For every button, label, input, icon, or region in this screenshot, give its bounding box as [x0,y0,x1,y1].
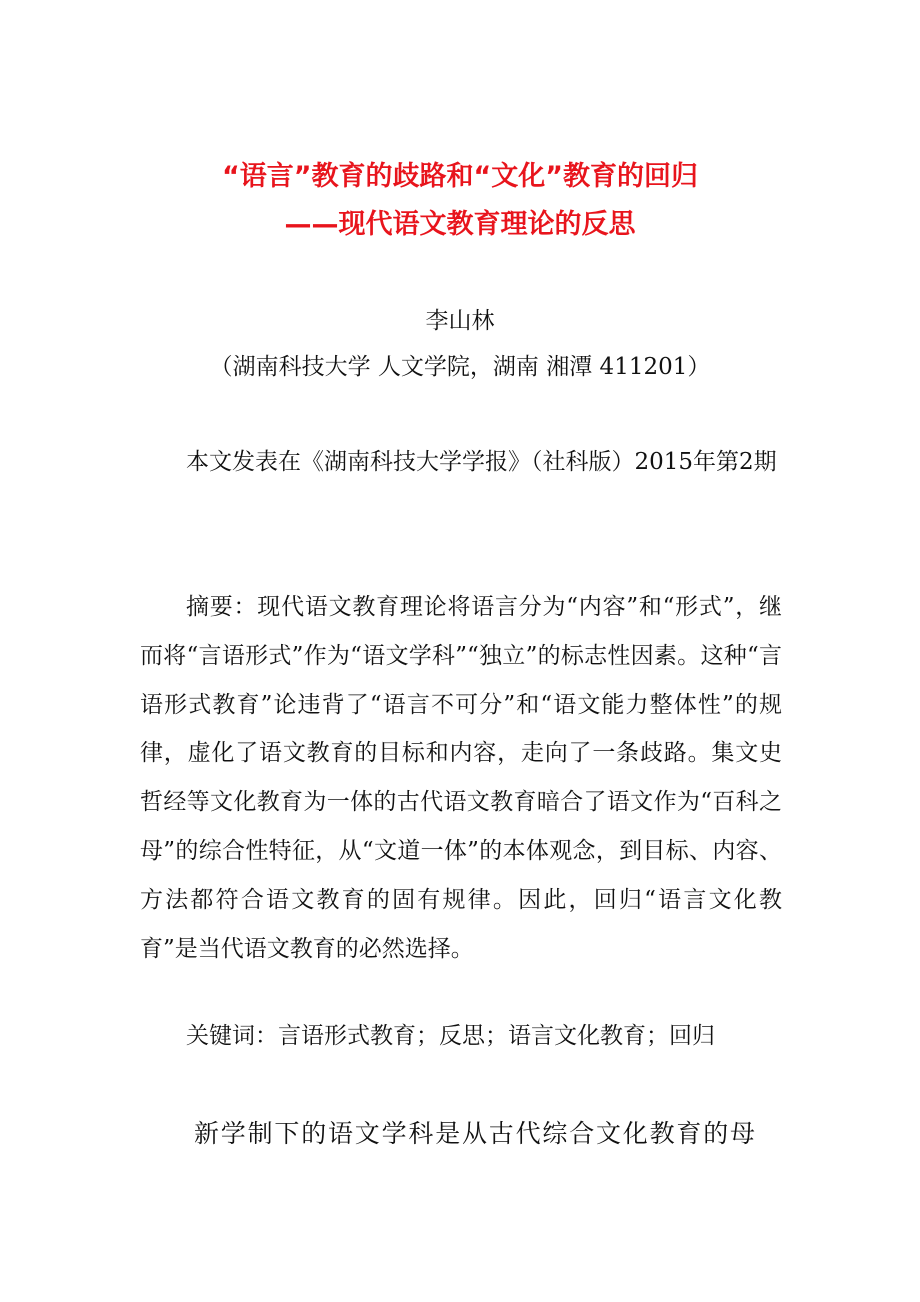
keywords-line: 关键词：言语形式教育；反思；语言文化教育；回归 [186,1023,715,1049]
body-text-start: 新学制下的语文学科是从古代综合文化教育的母 [194,1119,757,1148]
abstract-paragraph: 摘要：现代语文教育理论将语言分为“内容”和“形式”，继而将“言语形式”作为“语文学科”“独立”的标志性因素。这种“言语形式教育”论违背了“语言不可分”和“语文能力整体性”的规律，虚化了语文教育的目标和内容，走向了一条歧路。集文史哲经等文化教育为一体的古代语文教育暗合了语文作为“百科之母”的综合性特征，从“文道一体”的本体观念，到目标、内容、方法都符合语文教育的固有规律。因此，回归“语言文化教育”是当代语文教育的必然选择。 [140,594,782,962]
article-subtitle: ——现代语文教育理论的反思 [284,209,636,240]
article-title: “语言”教育的歧路和“文化”教育的回归 [222,161,698,192]
author-affiliation: （湖南科技大学 人文学院，湖南 湘潭 411201） [209,354,711,380]
publication-note: 本文发表在《湖南科技大学学报》（社科版）2015年第2期 [186,449,777,475]
author-name: 李山林 [425,308,495,334]
